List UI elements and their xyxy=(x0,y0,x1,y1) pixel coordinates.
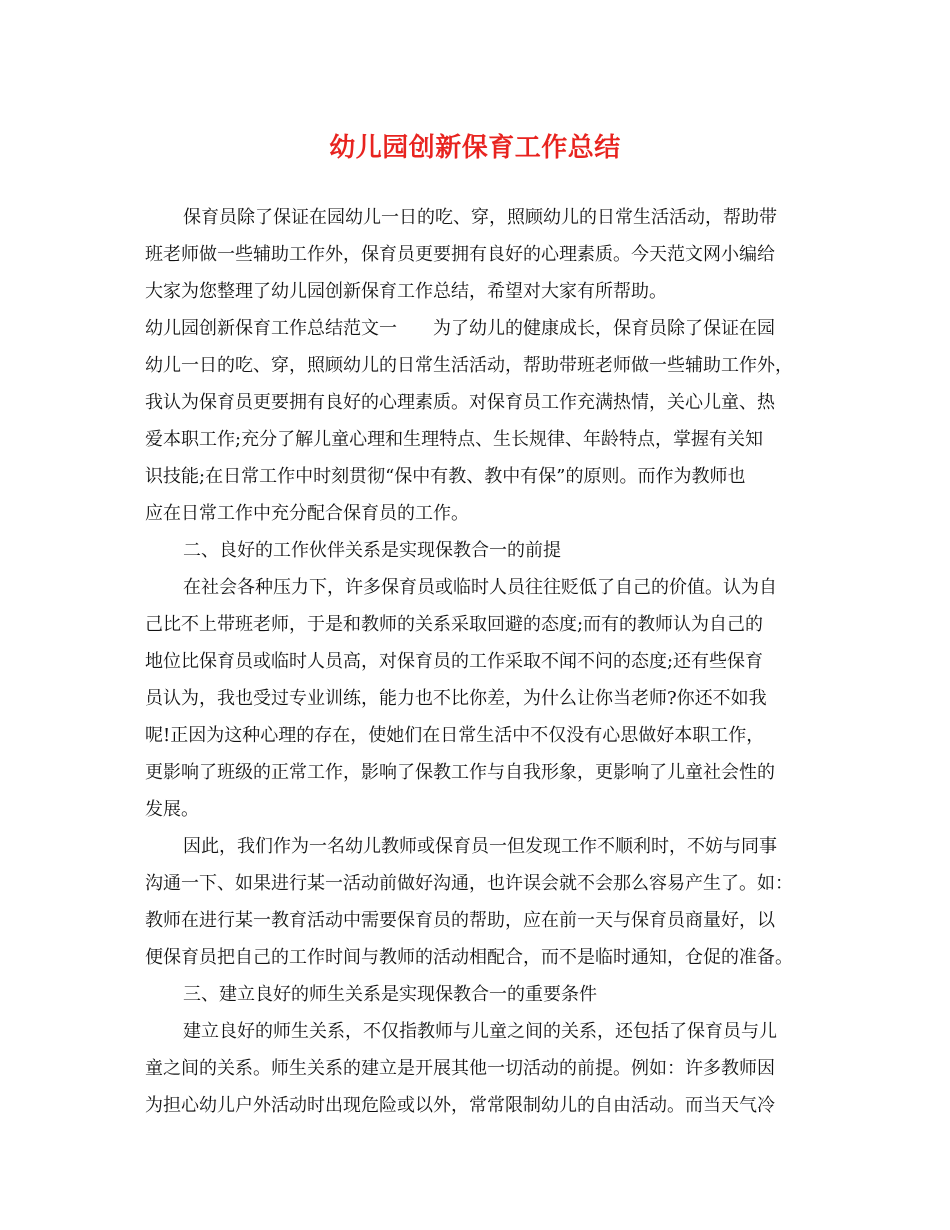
text-line: 幼儿一日的吃、穿，照顾幼儿的日常生活活动，帮助带班老师做一些辅助工作外， xyxy=(145,355,793,376)
text-line: 教师在进行某一教育活动中需要保育员的帮助，应在前一天与保育员商量好，以 xyxy=(145,910,775,931)
text-line: 我认为保育员更要拥有良好的心理素质。对保育员工作充满热情，关心儿童、热 xyxy=(145,392,775,413)
text-line: 己比不上带班老师，于是和教师的关系采取回避的态度;而有的教师认为自己的 xyxy=(145,614,764,635)
text-line: 童之间的关系。师生关系的建立是开展其他一切活动的前提。例如：许多教师因 xyxy=(145,1058,775,1079)
text-line: 识技能;在日常工作中时刻贯彻“保中有教、教中有保”的原则。而作为教师也 xyxy=(145,466,746,487)
text-line: 幼儿园创新保育工作总结范文一 为了幼儿的健康成长，保育员除了保证在园 xyxy=(145,318,775,339)
section-heading: 二、良好的工作伙伴关系是实现保教合一的前提 xyxy=(183,540,561,561)
text-line: 在社会各种压力下，许多保育员或临时人员往往贬低了自己的价值。认为自 xyxy=(183,577,777,598)
text-line: 爱本职工作;充分了解儿童心理和生理特点、生长规律、年龄特点，掌握有关知 xyxy=(145,429,764,450)
text-line: 建立良好的师生关系，不仅指教师与儿童之间的关系，还包括了保育员与儿 xyxy=(183,1021,777,1042)
text-line: 呢!正因为这种心理的存在，使她们在日常生活中不仅没有心思做好本职工作， xyxy=(145,725,765,746)
text-line: 更影响了班级的正常工作，影响了保教工作与自我形象，更影响了儿童社会性的 xyxy=(145,762,775,783)
text-line: 应在日常工作中充分配合保育员的工作。 xyxy=(145,503,469,524)
text-line: 发展。 xyxy=(145,799,199,820)
text-line: 便保育员把自己的工作时间与教师的活动相配合，而不是临时通知，仓促的准备。 xyxy=(145,947,793,968)
text-line: 为担心幼儿户外活动时出现危险或以外，常常限制幼儿的自由活动。而当天气冷 xyxy=(145,1095,775,1116)
text-line: 沟通一下、如果进行某一活动前做好沟通，也许误会就不会那么容易产生了。如： xyxy=(145,873,793,894)
document-title: 幼儿园创新保育工作总结 xyxy=(329,133,621,163)
text-line: 地位比保育员或临时人员高，对保育员的工作采取不闻不问的态度;还有些保育 xyxy=(145,651,764,672)
text-line: 大家为您整理了幼儿园创新保育工作总结，希望对大家有所帮助。 xyxy=(145,281,667,302)
text-line: 保育员除了保证在园幼儿一日的吃、穿，照顾幼儿的日常生活活动，帮助带 xyxy=(183,207,777,228)
text-line: 班老师做一些辅助工作外，保育员更要拥有良好的心理素质。今天范文网小编给 xyxy=(145,244,775,265)
text-line: 因此，我们作为一名幼儿教师或保育员一但发现工作不顺利时，不妨与同事 xyxy=(183,836,777,857)
section-heading: 三、建立良好的师生关系是实现保教合一的重要条件 xyxy=(183,984,597,1005)
text-line: 员认为，我也受过专业训练，能力也不比你差，为什么让你当老师?你还不如我 xyxy=(145,688,767,709)
